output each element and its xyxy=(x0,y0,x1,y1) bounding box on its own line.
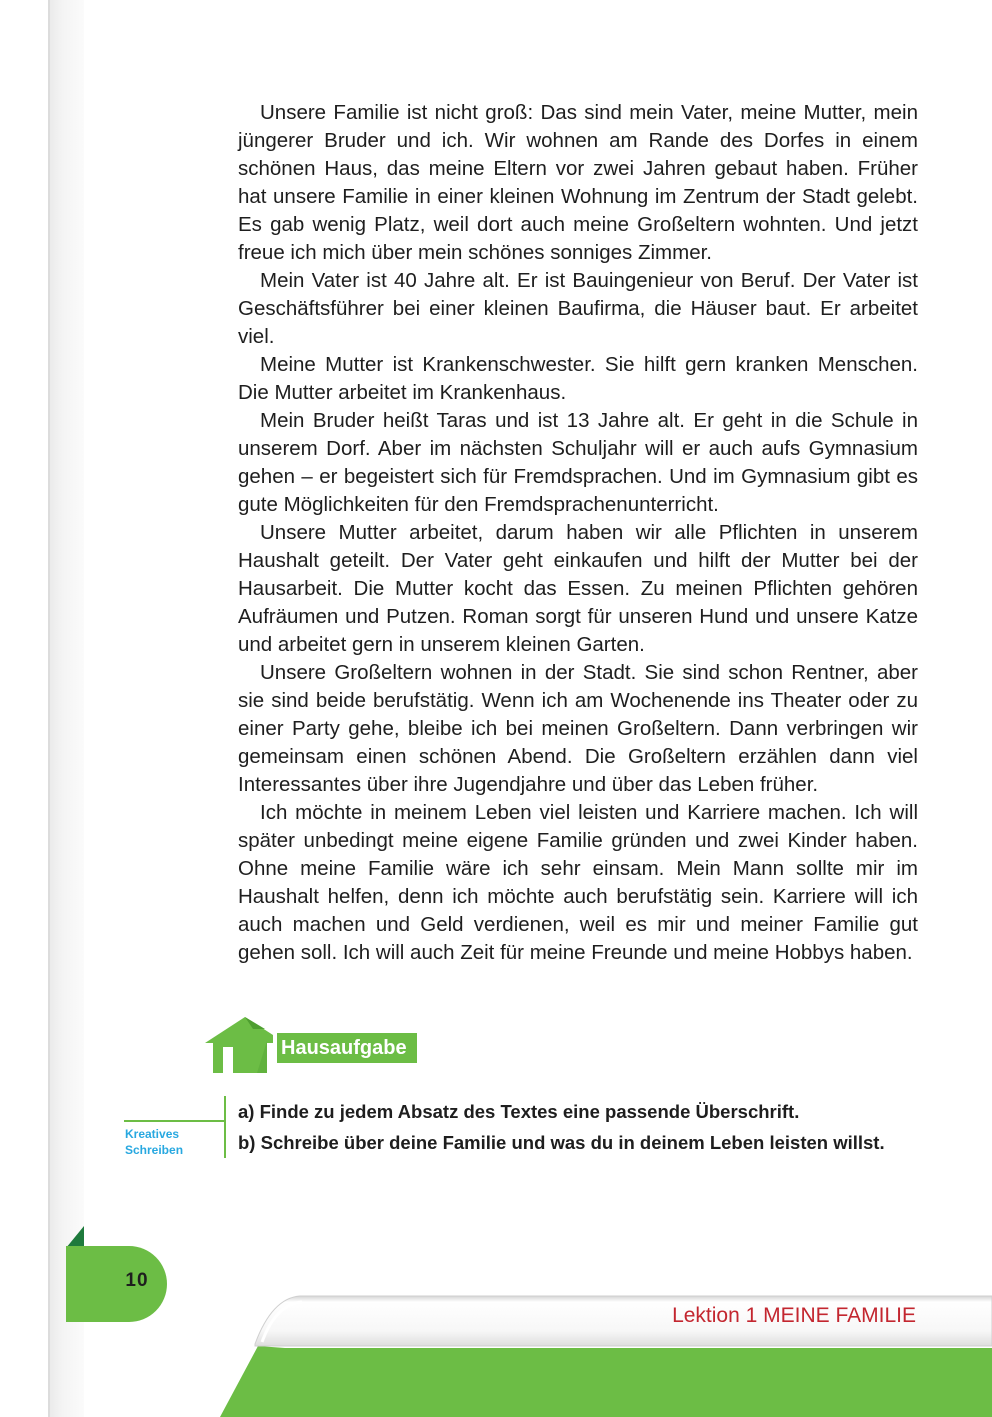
paragraph-2: Mein Vater ist 40 Jahre alt. Er ist Bauingenieur von Beruf. Der Vater ist Geschäftsführer bei einer kleinen Baufirma, die Häuser baut. Er arbeitet viel. xyxy=(238,269,918,348)
homework-tasks xyxy=(238,1096,938,1158)
task-a: a) Finde zu jedem Absatz des Textes eine passende Überschrift. xyxy=(238,1101,800,1122)
paragraph-3: Meine Mutter ist Krankenschwester. Sie hilft gern kranken Menschen. Die Mutter arbeitet im Krankenhaus. xyxy=(238,353,918,404)
paragraph-5: Unsere Mutter arbeitet, darum haben wir alle Pflichten in unserem Haushalt geteilt. Der Vater geht einkaufen und hilft der Mutter bei der Hausarbeit. Die Mutter kocht das Essen. Zu meinen Pflichten gehören Aufräumen und Putzen. Roman sorgt für unseren Hund und unsere Katze und arbeitet gern in unserem kleinen Garten. xyxy=(238,521,918,656)
paragraph-6: Unsere Großeltern wohnen in der Stadt. Sie sind schon Rentner, aber sie sind beide berufstätig. Wenn ich am Wochenende ins Theater oder zu einer Party gehe, bleibe ich bei meinen Großeltern. Dann verbringen wir gemeinsam einen schönen Abend. Die Großeltern erzählen dann viel Interessantes über ihre Jugendjahre und über das Leben früher. xyxy=(238,661,918,796)
page-number: 10 xyxy=(125,1270,149,1291)
paragraph-1: Unsere Familie ist nicht groß: Das sind mein Vater, meine Mutter, mein jüngerer Bruder und ich. Wir wohnen am Rande des Dorfes in einem schönen Haus, das meine Eltern vor zwei Jahren gebaut haben. Früher hat unsere Familie in einer kleinen Wohnung im Zentrum der Stadt gelebt. Es gab wenig Platz, weil dort auch meine Großeltern wohnten. Und jetzt freue ich mich über mein schönes sonniges Zimmer. xyxy=(238,101,918,264)
side-label-creative-writing: Kreatives Schreiben xyxy=(125,1127,184,1157)
paragraph-7: Ich möchte in meinem Leben viel leisten und Karriere machen. Ich will später unbedingt meine eigene Familie gründen und zwei Kinder haben. Ohne meine Familie wäre ich sehr einsam. Mein Mann sollte mir im Haushalt helfen, denn ich möchte auch berufstätig sein. Karriere will ich auch machen und Geld verdienen, weil es mir und meiner Familie gut gehen soll. Ich will auch Zeit für meine Freunde und meine Hobbys haben. xyxy=(238,801,918,964)
homework-header xyxy=(205,1017,420,1073)
homework-divider-vertical xyxy=(224,1096,226,1158)
page-corner-fold xyxy=(66,1226,86,1248)
homework-title: Hausaufgabe xyxy=(277,1033,417,1063)
spine-edge xyxy=(48,0,50,1417)
paragraph-4: Mein Bruder heißt Taras und ist 13 Jahre alt. Er geht in die Schule in unserem Dorf. Aber im nächsten Schuljahr will er auch aufs Gymnasium gehen – er begeistert sich für Fremdsprachen. Und im Gymnasium gibt es gute Möglichkeiten für den Fremdsprachenunterricht. xyxy=(238,409,918,516)
house-icon xyxy=(205,1017,285,1073)
book-spine-shadow xyxy=(48,0,84,1417)
homework-divider-horizontal xyxy=(124,1120,224,1122)
main-text xyxy=(238,99,918,967)
task-b: b) Schreibe über deine Familie und was du in deinem Leben leisten willst. xyxy=(238,1132,885,1153)
footer-lesson-title: Lektion 1 MEINE FAMILIE xyxy=(672,1304,916,1327)
